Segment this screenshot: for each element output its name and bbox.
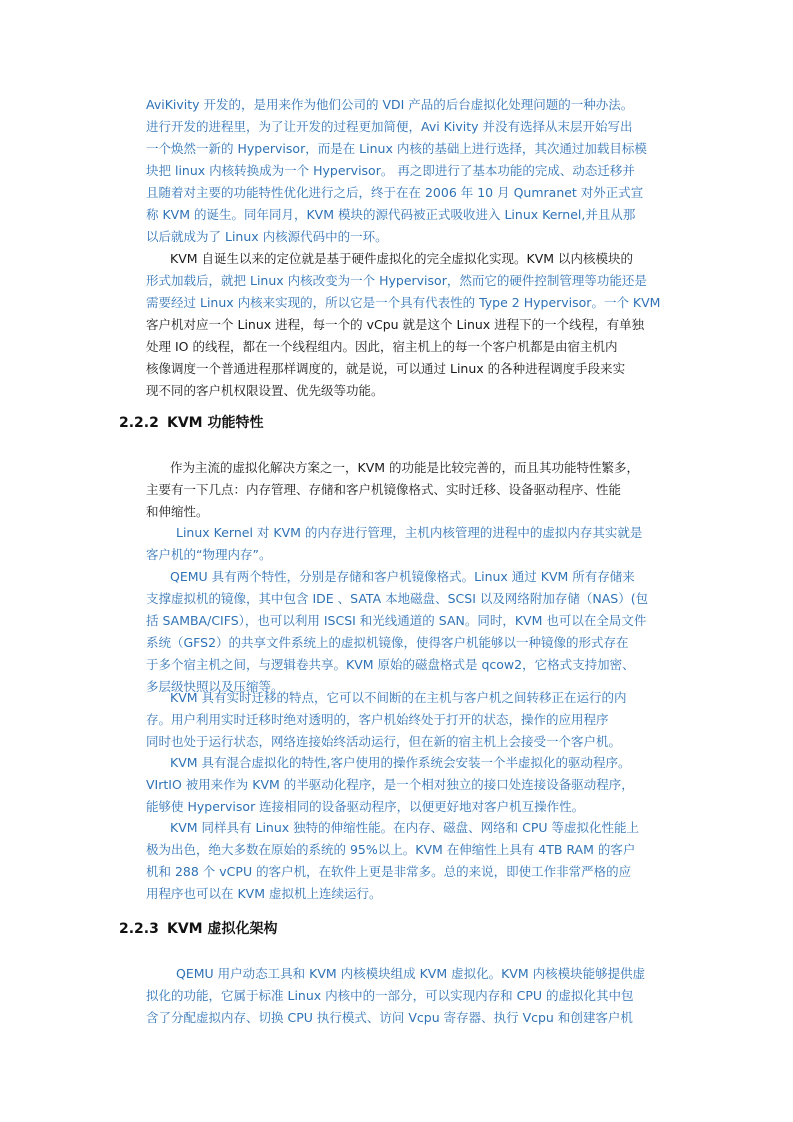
paragraph-scalability [146, 817, 681, 905]
text-line: 且随着对主要的功能特性优化进行之后，终于在在 2006 年 10 月 Qumranet 对外正式宣 [146, 185, 644, 200]
text-line: 称 KVM 的诞生。同年同月，KVM 模块的源代码被正式吸收进入 Linux Kernel,并且从那 [146, 207, 636, 222]
text-line: 进行开发的进程里，为了让开发的过程更加简便，Avi Kivity 并没有选择从末层开始写出 [146, 119, 633, 134]
text-line: 括 SAMBA/CIFS），也可以利用 ISCSI 和光线通道的 SAN。同时，KVM 也可以在全局文件 [146, 613, 647, 628]
text-line: 以后就成为了 Linux 内核源代码中的一环。 [146, 229, 388, 244]
section-number: 2.2.3 [119, 921, 159, 937]
text-line: AviKivity 开发的，是用来作为他们公司的 VDI 产品的后台虚拟化处理问题的一种办法。 [146, 97, 634, 112]
text-line: 和伸缩性。 [146, 504, 209, 519]
paragraph-storage [146, 566, 681, 698]
text-line: 于多个宿主机之间，与逻辑卷共享。KVM 原始的磁盘格式是 qcow2，它格式支持加密、 [146, 657, 635, 672]
text-line: 现不同的客户机权限设置、优先级等功能。 [146, 383, 384, 398]
section-heading-features [119, 411, 264, 435]
text-line: 处理 IO 的线程，都在一个线程组内。因此，宿主机上的每一个客户机都是由宿主机内 [146, 339, 618, 354]
text-line: 块把 linux 内核转换成为一个 Hypervisor。 再之即进行了基本功能的完成、动态迁移并 [146, 163, 635, 178]
paragraph-features-intro [146, 457, 681, 523]
text-line: 核像调度一个普通进程那样调度的，就是说，可以通过 Linux 的各种进程调度手段来实 [146, 361, 626, 376]
text-line: 系统（GFS2）的共享文件系统上的虚拟机镜像，使得客户机能够以一种镜像的形式存在 [146, 635, 629, 650]
text-line: 主要有一下几点：内存管理、存储和客户机镜像格式、实时迁移、设备驱动程序、性能 [146, 482, 622, 497]
paragraph-kvm-history [146, 94, 681, 248]
text-line: 能够使 Hypervisor 连接相同的设备驱动程序，以便更好地对客户机互操作性。 [146, 799, 585, 814]
section-title: KVM 虚拟化架构 [167, 921, 278, 937]
text-line: 拟化的功能，它属于标准 Linux 内核中的一部分，可以实现内存和 CPU 的虚拟化其中包 [146, 988, 634, 1003]
text-line: KVM 具有实时迁移的特点，它可以不间断的在主机与客户机之间转移正在运行的内 [170, 690, 627, 705]
section-heading-architecture [119, 917, 278, 941]
text-line: 需要经过 Linux 内核来实现的，所以它是一个具有代表性的 Type 2 Hypervisor。一个 KVM [146, 295, 661, 310]
section-number: 2.2.2 [119, 415, 159, 431]
text-line: KVM 同样具有 Linux 独特的伸缩性能。在内存、磁盘、网络和 CPU 等虚拟化性能上 [170, 820, 639, 835]
text-line: 同时也处于运行状态，网络连接始终活动运行，但在新的宿主机上会接受一个客户机。 [146, 734, 622, 749]
text-line: QEMU 具有两个特性，分别是存储和客户机镜像格式。Linux 通过 KVM 所有存储来 [170, 569, 635, 584]
text-line: 支撑虚拟机的镜像，其中包含 IDE 、SATA 本地磁盘、SCSI 以及网络附加存储（NAS）(包 [146, 591, 649, 606]
text-line: 存。用户利用实时迁移时绝对透明的，客户机始终处于打开的状态，操作的应用程序 [146, 712, 609, 727]
text-line: 极为出色，绝大多数在原始的系统的 95%以上。KVM 在伸缩性上具有 4TB RAM 的客户 [146, 842, 636, 857]
paragraph-memory-management [146, 522, 681, 566]
section-title: KVM 功能特性 [167, 415, 264, 431]
text-line: VIrtIO 被用来作为 KVM 的半驱动化程序，是一个相对独立的接口处连接设备驱动程序， [146, 777, 634, 792]
text-line: 一个焕然一新的 Hypervisor，而是在 Linux 内核的基础上进行选择，其次通过加载目标模 [146, 141, 647, 156]
paragraph-kvm-positioning [146, 248, 681, 402]
text-line: 客户机对应一个 Linux 进程，每一个的 vCpu 就是这个 Linux 进程下的一个线程，有单独 [146, 317, 645, 332]
text-line: 含了分配虚拟内存、切换 CPU 执行模式、访问 Vcpu 寄存器、执行 Vcpu 和创建客户机 [146, 1010, 633, 1025]
text-line: 机和 288 个 vCPU 的客户机，在软件上更是非常多。总的来说，即使工作非常严格的应 [146, 864, 632, 879]
text-line: 作为主流的虚拟化解决方案之一，KVM 的功能是比较完善的，而且其功能特性繁多， [170, 460, 640, 475]
text-line: 客户机的“物理内存”。 [146, 547, 272, 562]
paragraph-drivers [146, 752, 681, 818]
text-line: KVM 具有混合虚拟化的特性,客户使用的操作系统会安装一个半虚拟化的驱动程序。 [170, 755, 631, 770]
text-line: QEMU 用户动态工具和 KVM 内核模块组成 KVM 虚拟化。KVM 内核模块能够提供虚 [176, 966, 646, 981]
text-line: 形式加载后，就把 Linux 内核改变为一个 Hypervisor，然而它的硬件控制管理等功能还是 [146, 273, 647, 288]
text-line: Linux Kernel 对 KVM 的内存进行管理，主机内核管理的进程中的虚拟内存其实就是 [176, 525, 643, 540]
paragraph-live-migration [146, 687, 681, 753]
text-line: 用程序也可以在 KVM 虚拟机上连续运行。 [146, 886, 382, 901]
paragraph-architecture [146, 963, 681, 1029]
text-line: KVM 自诞生以来的定位就是基于硬件虚拟化的完全虚拟化实现。KVM 以内核模块的 [170, 251, 634, 266]
text-line: 多层级快照以及压缩等。 [146, 679, 284, 694]
